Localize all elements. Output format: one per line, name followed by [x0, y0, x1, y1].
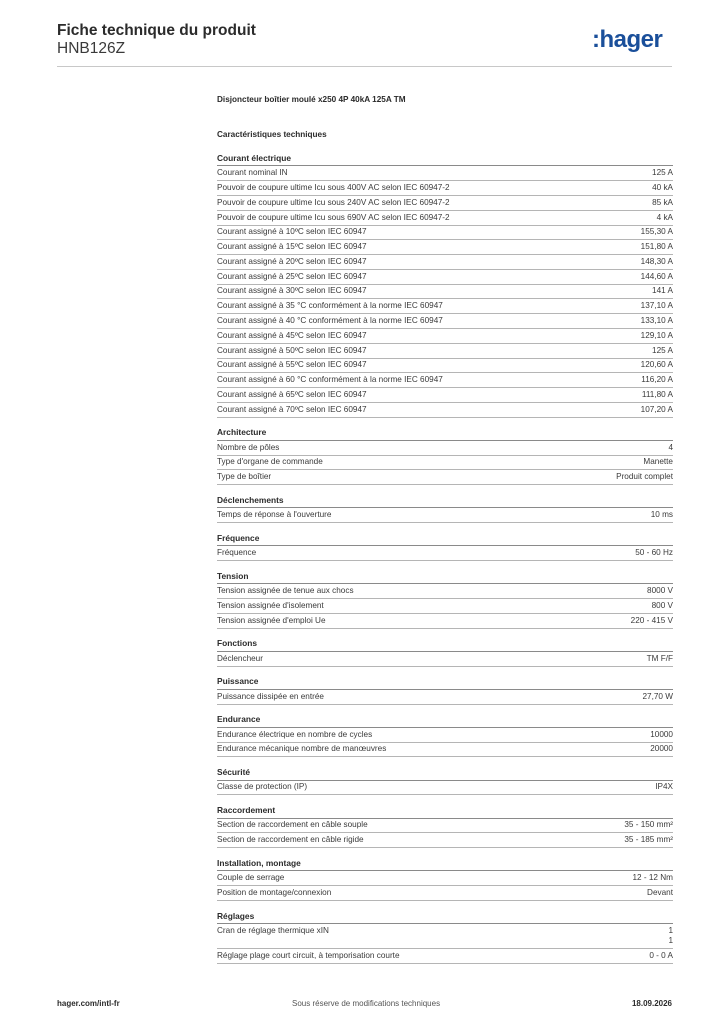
spec-label: Courant assigné à 45ºC selon IEC 60947 — [217, 330, 367, 340]
spec-value: 1 — [668, 936, 673, 946]
spec-section — [217, 766, 673, 795]
spec-section — [217, 494, 673, 523]
spec-row — [217, 599, 673, 614]
spec-row — [217, 226, 673, 241]
spec-value-group — [647, 586, 673, 597]
spec-section — [217, 152, 673, 418]
spec-value: 155,30 A — [640, 227, 673, 237]
spec-row — [217, 285, 673, 300]
spec-row — [217, 314, 673, 329]
spec-label: Courant assigné à 65ºC selon IEC 60947 — [217, 389, 367, 399]
page-title: Fiche technique du produit — [57, 22, 256, 39]
spec-label: Courant assigné à 55ºC selon IEC 60947 — [217, 360, 367, 370]
spec-value-group — [652, 168, 673, 179]
spec-row — [217, 359, 673, 374]
spec-value-group — [652, 601, 673, 612]
spec-value-group — [641, 331, 673, 342]
spec-value-group — [647, 888, 673, 899]
spec-value: 40 kA — [652, 182, 673, 192]
datasheet-content — [217, 95, 673, 973]
spec-value-group — [641, 257, 673, 268]
spec-value: IP4X — [655, 782, 673, 792]
spec-row — [217, 871, 673, 886]
spec-value-group — [641, 272, 673, 283]
spec-label: Nombre de pôles — [217, 442, 280, 452]
spec-row — [217, 690, 673, 705]
spec-label: Courant assigné à 20ºC selon IEC 60947 — [217, 256, 367, 266]
spec-label: Courant assigné à 70ºC selon IEC 60947 — [217, 404, 367, 414]
spec-value-group — [624, 835, 673, 846]
spec-value: Produit complet — [616, 472, 673, 482]
spec-section — [217, 675, 673, 704]
spec-row — [217, 743, 673, 758]
spec-label: Classe de protection (IP) — [217, 782, 308, 792]
spec-value-group — [641, 375, 673, 386]
spec-value: 120,60 A — [640, 360, 673, 370]
spec-value: 137,10 A — [640, 301, 673, 311]
spec-value-group — [643, 692, 674, 703]
spec-value: 107,20 A — [640, 404, 673, 414]
spec-value: 144,60 A — [640, 271, 673, 281]
spec-label: Courant assigné à 30ºC selon IEC 60947 — [217, 286, 367, 296]
spec-label: Cran de réglage thermique xIN — [217, 925, 329, 935]
spec-label: Courant assigné à 10ºC selon IEC 60947 — [217, 227, 367, 237]
spec-row — [217, 270, 673, 285]
spec-value-group — [650, 744, 673, 755]
spec-value-group — [643, 457, 673, 468]
spec-row — [217, 456, 673, 471]
spec-label: Courant assigné à 25ºC selon IEC 60947 — [217, 271, 367, 281]
spec-value-group — [641, 405, 673, 416]
spec-label: Déclencheur — [217, 653, 263, 663]
spec-value: 151,80 A — [640, 242, 673, 252]
spec-label: Courant assigné à 50ºC selon IEC 60947 — [217, 345, 367, 355]
spec-row — [217, 211, 673, 226]
spec-label: Tension assignée d'isolement — [217, 600, 324, 610]
spec-value-group — [642, 390, 673, 401]
spec-label: Fréquence — [217, 548, 257, 558]
spec-value-group — [633, 873, 674, 884]
spec-value: 800 V — [651, 600, 673, 610]
spec-label: Section de raccordement en câble rigide — [217, 835, 364, 845]
spec-label: Courant assigné à 40 °C conformément à la norme IEC 60947 — [217, 316, 443, 325]
spec-value-group — [668, 926, 673, 947]
spec-value: 125 A — [652, 168, 673, 178]
spec-row — [217, 886, 673, 901]
spec-section — [217, 910, 673, 965]
spec-label: Pouvoir de coupure ultime Icu sous 690V AC selon IEC 60947-2 — [217, 212, 450, 222]
spec-row — [217, 652, 673, 667]
spec-label: Courant assigné à 35 °C conformément à la norme IEC 60947 — [217, 301, 443, 311]
spec-value-group — [641, 242, 673, 253]
product-title: Disjoncteur boîtier moulé x250 4P 40kA 125A TM — [217, 95, 406, 104]
spec-row — [217, 470, 673, 485]
spec-row — [217, 196, 673, 211]
spec-row — [217, 833, 673, 848]
spec-value-group — [631, 616, 673, 627]
section-heading: Sécurité — [217, 766, 673, 780]
spec-label: Pouvoir de coupure ultime Icu sous 240V AC selon IEC 60947-2 — [217, 197, 450, 207]
spec-label: Tension assignée de tenue aux chocs — [217, 586, 354, 596]
section-heading: Endurance — [217, 713, 673, 727]
spec-row — [217, 441, 673, 456]
footer-website-link[interactable]: hager.com/intl-fr — [57, 999, 120, 1008]
spec-value: 220 - 415 V — [630, 615, 673, 625]
spec-section — [217, 713, 673, 757]
spec-value-group — [624, 820, 673, 831]
spec-value: Manette — [643, 457, 673, 467]
spec-section — [217, 570, 673, 629]
spec-row — [217, 949, 673, 964]
spec-value: Devant — [647, 887, 673, 897]
spec-row — [217, 781, 673, 796]
section-heading: Réglages — [217, 910, 673, 924]
spec-row — [217, 329, 673, 344]
hager-logo: :hager — [592, 26, 663, 53]
spec-value-group — [647, 654, 673, 665]
section-heading: Raccordement — [217, 804, 673, 818]
spec-value-group — [641, 227, 673, 238]
spec-value-group — [652, 286, 673, 297]
spec-label: Pouvoir de coupure ultime Icu sous 400V AC selon IEC 60947-2 — [217, 182, 450, 192]
spec-label: Endurance mécanique nombre de manœuvres — [217, 744, 387, 754]
spec-value-group — [652, 346, 673, 357]
spec-value-group — [668, 443, 673, 454]
spec-value-group — [641, 360, 673, 371]
spec-row — [217, 728, 673, 743]
spec-value: 129,10 A — [640, 330, 673, 340]
spec-row — [217, 388, 673, 403]
spec-value-group — [635, 548, 673, 559]
section-heading: Déclenchements — [217, 494, 673, 508]
spec-value-group — [616, 472, 673, 483]
spec-value: 141 A — [652, 286, 673, 296]
spec-row — [217, 373, 673, 388]
spec-label: Section de raccordement en câble souple — [217, 820, 368, 830]
spec-value: 116,20 A — [641, 375, 673, 385]
spec-row — [217, 255, 673, 270]
spec-row — [217, 924, 673, 949]
spec-row — [217, 344, 673, 359]
spec-section — [217, 532, 673, 561]
spec-section — [217, 804, 673, 848]
spec-value-group — [657, 213, 673, 224]
spec-value: 133,10 A — [640, 316, 673, 325]
product-reference: HNB126Z — [57, 40, 126, 57]
spec-value-group — [652, 198, 673, 209]
spec-row — [217, 614, 673, 629]
spec-label: Position de montage/connexion — [217, 887, 332, 897]
spec-label: Temps de réponse à l'ouverture — [217, 510, 332, 520]
spec-value: 50 - 60 Hz — [635, 548, 673, 558]
spec-value-group — [650, 730, 673, 741]
spec-value-group — [655, 782, 673, 793]
spec-value: 4 — [668, 442, 673, 452]
spec-value-group — [641, 301, 673, 312]
spec-section — [217, 857, 673, 901]
section-heading: Courant électrique — [217, 152, 673, 166]
spec-value: 20000 — [650, 744, 673, 754]
spec-value: 0 - 0 A — [649, 951, 673, 961]
spec-label: Courant nominal IN — [217, 168, 288, 178]
spec-value: 148,30 A — [640, 256, 673, 266]
spec-label: Type de boîtier — [217, 472, 272, 482]
spec-label: Couple de serrage — [217, 873, 285, 883]
spec-value: 35 - 185 mm² — [624, 835, 673, 845]
section-heading: Installation, montage — [217, 857, 673, 871]
spec-value-group — [651, 510, 673, 521]
spec-value: 10000 — [650, 729, 673, 739]
spec-label: Courant assigné à 15ºC selon IEC 60947 — [217, 242, 367, 252]
spec-row — [217, 166, 673, 181]
section-heading: Fonctions — [217, 637, 673, 651]
spec-value-group — [649, 951, 673, 962]
spec-label: Puissance dissipée en entrée — [217, 691, 324, 701]
spec-label: Type d'organe de commande — [217, 457, 323, 467]
spec-label: Endurance électrique en nombre de cycles — [217, 729, 373, 739]
section-heading: Fréquence — [217, 532, 673, 546]
spec-value: TM F/F — [646, 653, 673, 663]
spec-value: 4 kA — [656, 212, 673, 222]
section-heading: Puissance — [217, 675, 673, 689]
spec-value: 111,80 A — [641, 389, 673, 399]
spec-value-group — [641, 316, 673, 327]
spec-value: 10 ms — [650, 510, 673, 520]
spec-value: 12 - 12 Nm — [632, 873, 673, 883]
spec-row — [217, 240, 673, 255]
spec-row — [217, 508, 673, 523]
characteristics-title: Caractéristiques techniques — [217, 130, 327, 139]
spec-row — [217, 546, 673, 561]
spec-row — [217, 403, 673, 418]
spec-value: 8000 V — [647, 586, 673, 596]
spec-row — [217, 584, 673, 599]
spec-section — [217, 637, 673, 666]
header-divider — [57, 66, 672, 67]
spec-value: 85 kA — [652, 197, 673, 207]
spec-value: 35 - 150 mm² — [624, 820, 673, 830]
section-heading: Tension — [217, 570, 673, 584]
footer-disclaimer: Sous réserve de modifications techniques — [292, 999, 441, 1008]
spec-label: Courant assigné à 60 °C conformément à la norme IEC 60947 — [217, 375, 443, 385]
spec-label: Tension assignée d'emploi Ue — [217, 615, 326, 625]
spec-row — [217, 819, 673, 834]
spec-value: 1 — [668, 925, 673, 935]
spec-label: Réglage plage court circuit, à temporisation courte — [217, 951, 400, 961]
footer-date: 18.09.2026 — [631, 999, 672, 1008]
spec-row — [217, 181, 673, 196]
sections-container — [217, 152, 673, 964]
spec-value-group — [652, 183, 673, 194]
spec-value: 27,70 W — [642, 691, 673, 701]
section-heading: Architecture — [217, 426, 673, 440]
spec-value: 125 A — [652, 345, 673, 355]
spec-row — [217, 299, 673, 314]
spec-section — [217, 426, 673, 485]
